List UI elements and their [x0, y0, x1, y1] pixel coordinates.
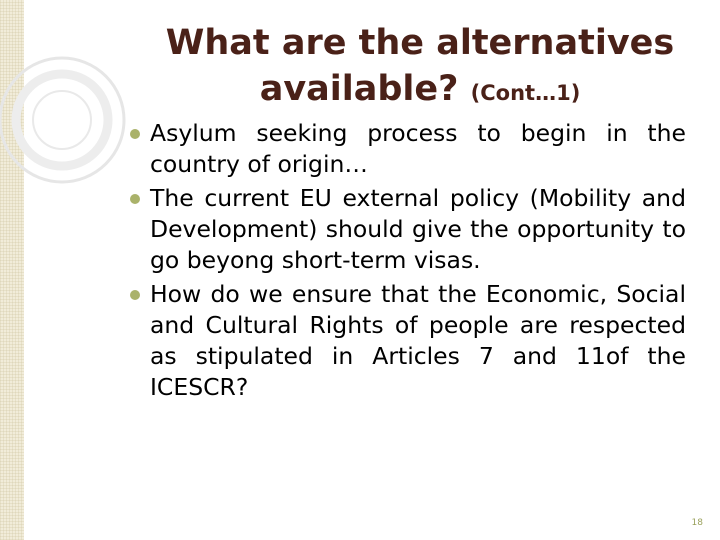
- bullet-item: [130, 118, 686, 180]
- bullet-dot-icon: [130, 290, 140, 300]
- title-line-1: What are the alternatives: [165, 23, 675, 63]
- bullet-list: [130, 118, 686, 406]
- bullet-dot-icon: [130, 194, 140, 204]
- title-suffix: (Cont…1): [470, 81, 581, 105]
- decorative-rings: [0, 40, 150, 200]
- bullet-dot-icon: [130, 129, 140, 139]
- slide-title: [140, 20, 700, 116]
- page-number: 18: [691, 518, 703, 528]
- title-line-2: [140, 66, 700, 116]
- bullet-item: [130, 279, 686, 403]
- title-main-part: available?: [259, 69, 459, 109]
- bullet-text: How do we ensure that the Economic, Social and Cultural Rights of people are respected as stipulated in Articles 7 and 11of the ICESCR?: [150, 280, 686, 401]
- bullet-item: [130, 183, 686, 276]
- bullet-text: Asylum seeking process to begin in the country of origin…: [150, 119, 686, 178]
- bullet-text: The current EU external policy (Mobility and Development) should give the opportunity to go beyong short-term visas.: [150, 184, 686, 274]
